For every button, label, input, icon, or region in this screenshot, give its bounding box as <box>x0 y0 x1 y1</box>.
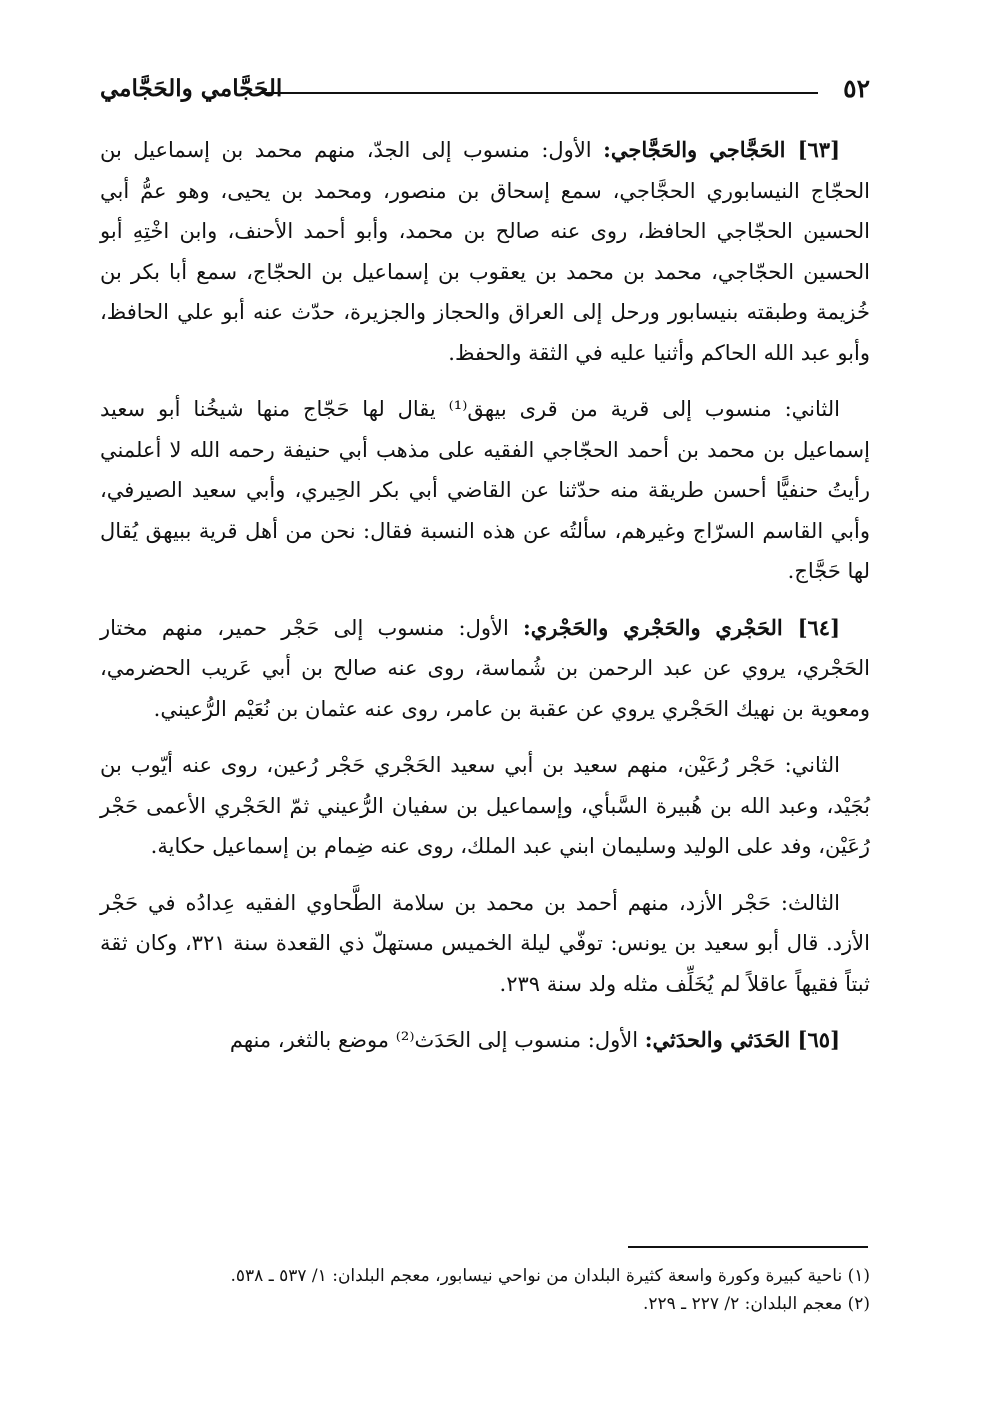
footnotes <box>100 1262 870 1318</box>
paragraph-text: الثاني: حَجْر رُعَيْن، منهم سعيد بن أبي سعيد الحَجْري حَجْر رُعين، روى عنه أيّوب بن بُجَيْد، وعبد الله بن هُبيرة السَّبأي، وإسماعيل بن سفيان الرُّعيني ثمّ الحَجْري الأعمى حَجْر رُعَيْن، وفد على الوليد وسليمان ابني عبد الملك، روى عنه ضِمام بن إسماعيل حكاية. <box>100 753 870 858</box>
paragraph-text: الأول: منسوب إلى الجدّ، منهم محمد بن إسماعيل بن الحجّاج النيسابوري الحجَّاجي، سمع إسحاق بن منصور، ومحمد بن يحيى، وهو عمُّ أبي الحسين الحجّاجي الحافظ، روى عنه صالح بن محمد، وأبو أحمد الأحنف، وابن اخْتِهِ أبو الحسين الحجّاجي، محمد بن محمد بن يعقوب بن إسماعيل بن الحجّاج، سمع أبا بكر بن خُزيمة وطبقته بنيسابور ورحل إلى العراق والحجاز والجزيرة، حدّث عنه أبو علي الحافظ، وأبو عبد الله الحاكم وأثنيا عليه في الثقة والحفظ. <box>100 138 870 365</box>
footnote-2: (٢) معجم البلدان: ٢/ ٢٢٧ ـ ٢٢٩. <box>642 1294 870 1314</box>
page-number: ٥٢ <box>843 74 870 103</box>
paragraph-64-second <box>100 745 870 867</box>
header-rule <box>260 92 818 94</box>
paragraph-text: الثاني: منسوب إلى قرية من قرى بيهق⁽¹⁾ يقال لها حَجّاج منها شيخُنا أبو سعيد إسماعيل بن محمد بن أحمد الحجّاجي الفقيه على مذهب أبي حنيفة رحمه الله لا أعلمني رأيتُ حنفيًّا أحسن طريقة منه حدّثنا عن القاضي أبي بكر الحِيري، وأبي سعيد الصيرفي، وأبي القاسم السرّاج وغيرهم، سألتُه عن هذه النسبة فقال: نحن من أهل قرية ببيهق يُقال لها حَجَّاج. <box>100 397 870 583</box>
entry-heading: [٦٥] الحَدَثي والحدَثي: <box>644 1027 840 1052</box>
entry-heading: [٦٤] الحَجْري والحَجْري والحَجْري: <box>523 614 840 640</box>
page-header <box>100 74 870 108</box>
main-text <box>100 130 870 1077</box>
footnote-rule <box>628 1246 868 1248</box>
paragraph-63 <box>100 130 870 373</box>
paragraph-64 <box>100 608 870 730</box>
paragraph-text: الأول: منسوب إلى الحَدَث⁽²⁾ موضع بالثغر، منهم <box>229 1028 645 1052</box>
footnote-1: (١) ناحية كبيرة وكورة واسعة كثيرة البلدان من نواحي نيسابور، معجم البلدان: ١/ ٥٣٧ ـ ٥٣٨. <box>230 1266 870 1286</box>
paragraph-65 <box>100 1020 870 1061</box>
paragraph-text: الأول: منسوب إلى حَجْر حمير، منهم مختار الحَجْري، يروي عن عبد الرحمن بن شُماسة، روى عنه صالح بن أبي عَريب الحضرمي، ومعوية بن نهيك الحَجْري يروي عن عقبة بن عامر، روى عنه عثمان بن نُعَيْم الرُّعيني. <box>100 615 870 721</box>
running-title: الحَجَّامي والحَجَّامي <box>100 75 283 102</box>
entry-heading: [٦٣] الحَجَّاجي والحَجَّاجي: <box>603 137 841 162</box>
paragraph-text: الثالث: حَجْر الأزد، منهم أحمد بن محمد بن سلامة الطَّحاوي الفقيه عِدادُه في حَجْر الأزد. قال أبو سعيد بن يونس: توفّي ليلة الخميس مستهلّ ذي القعدة سنة ٣٢١، وكان ثقة ثبتاً فقيهاً عاقلاً لم يُخَلِّف مثله ولد سنة ٢٣٩. <box>100 890 870 996</box>
paragraph-63-second <box>100 389 870 592</box>
paragraph-64-third <box>100 883 870 1005</box>
